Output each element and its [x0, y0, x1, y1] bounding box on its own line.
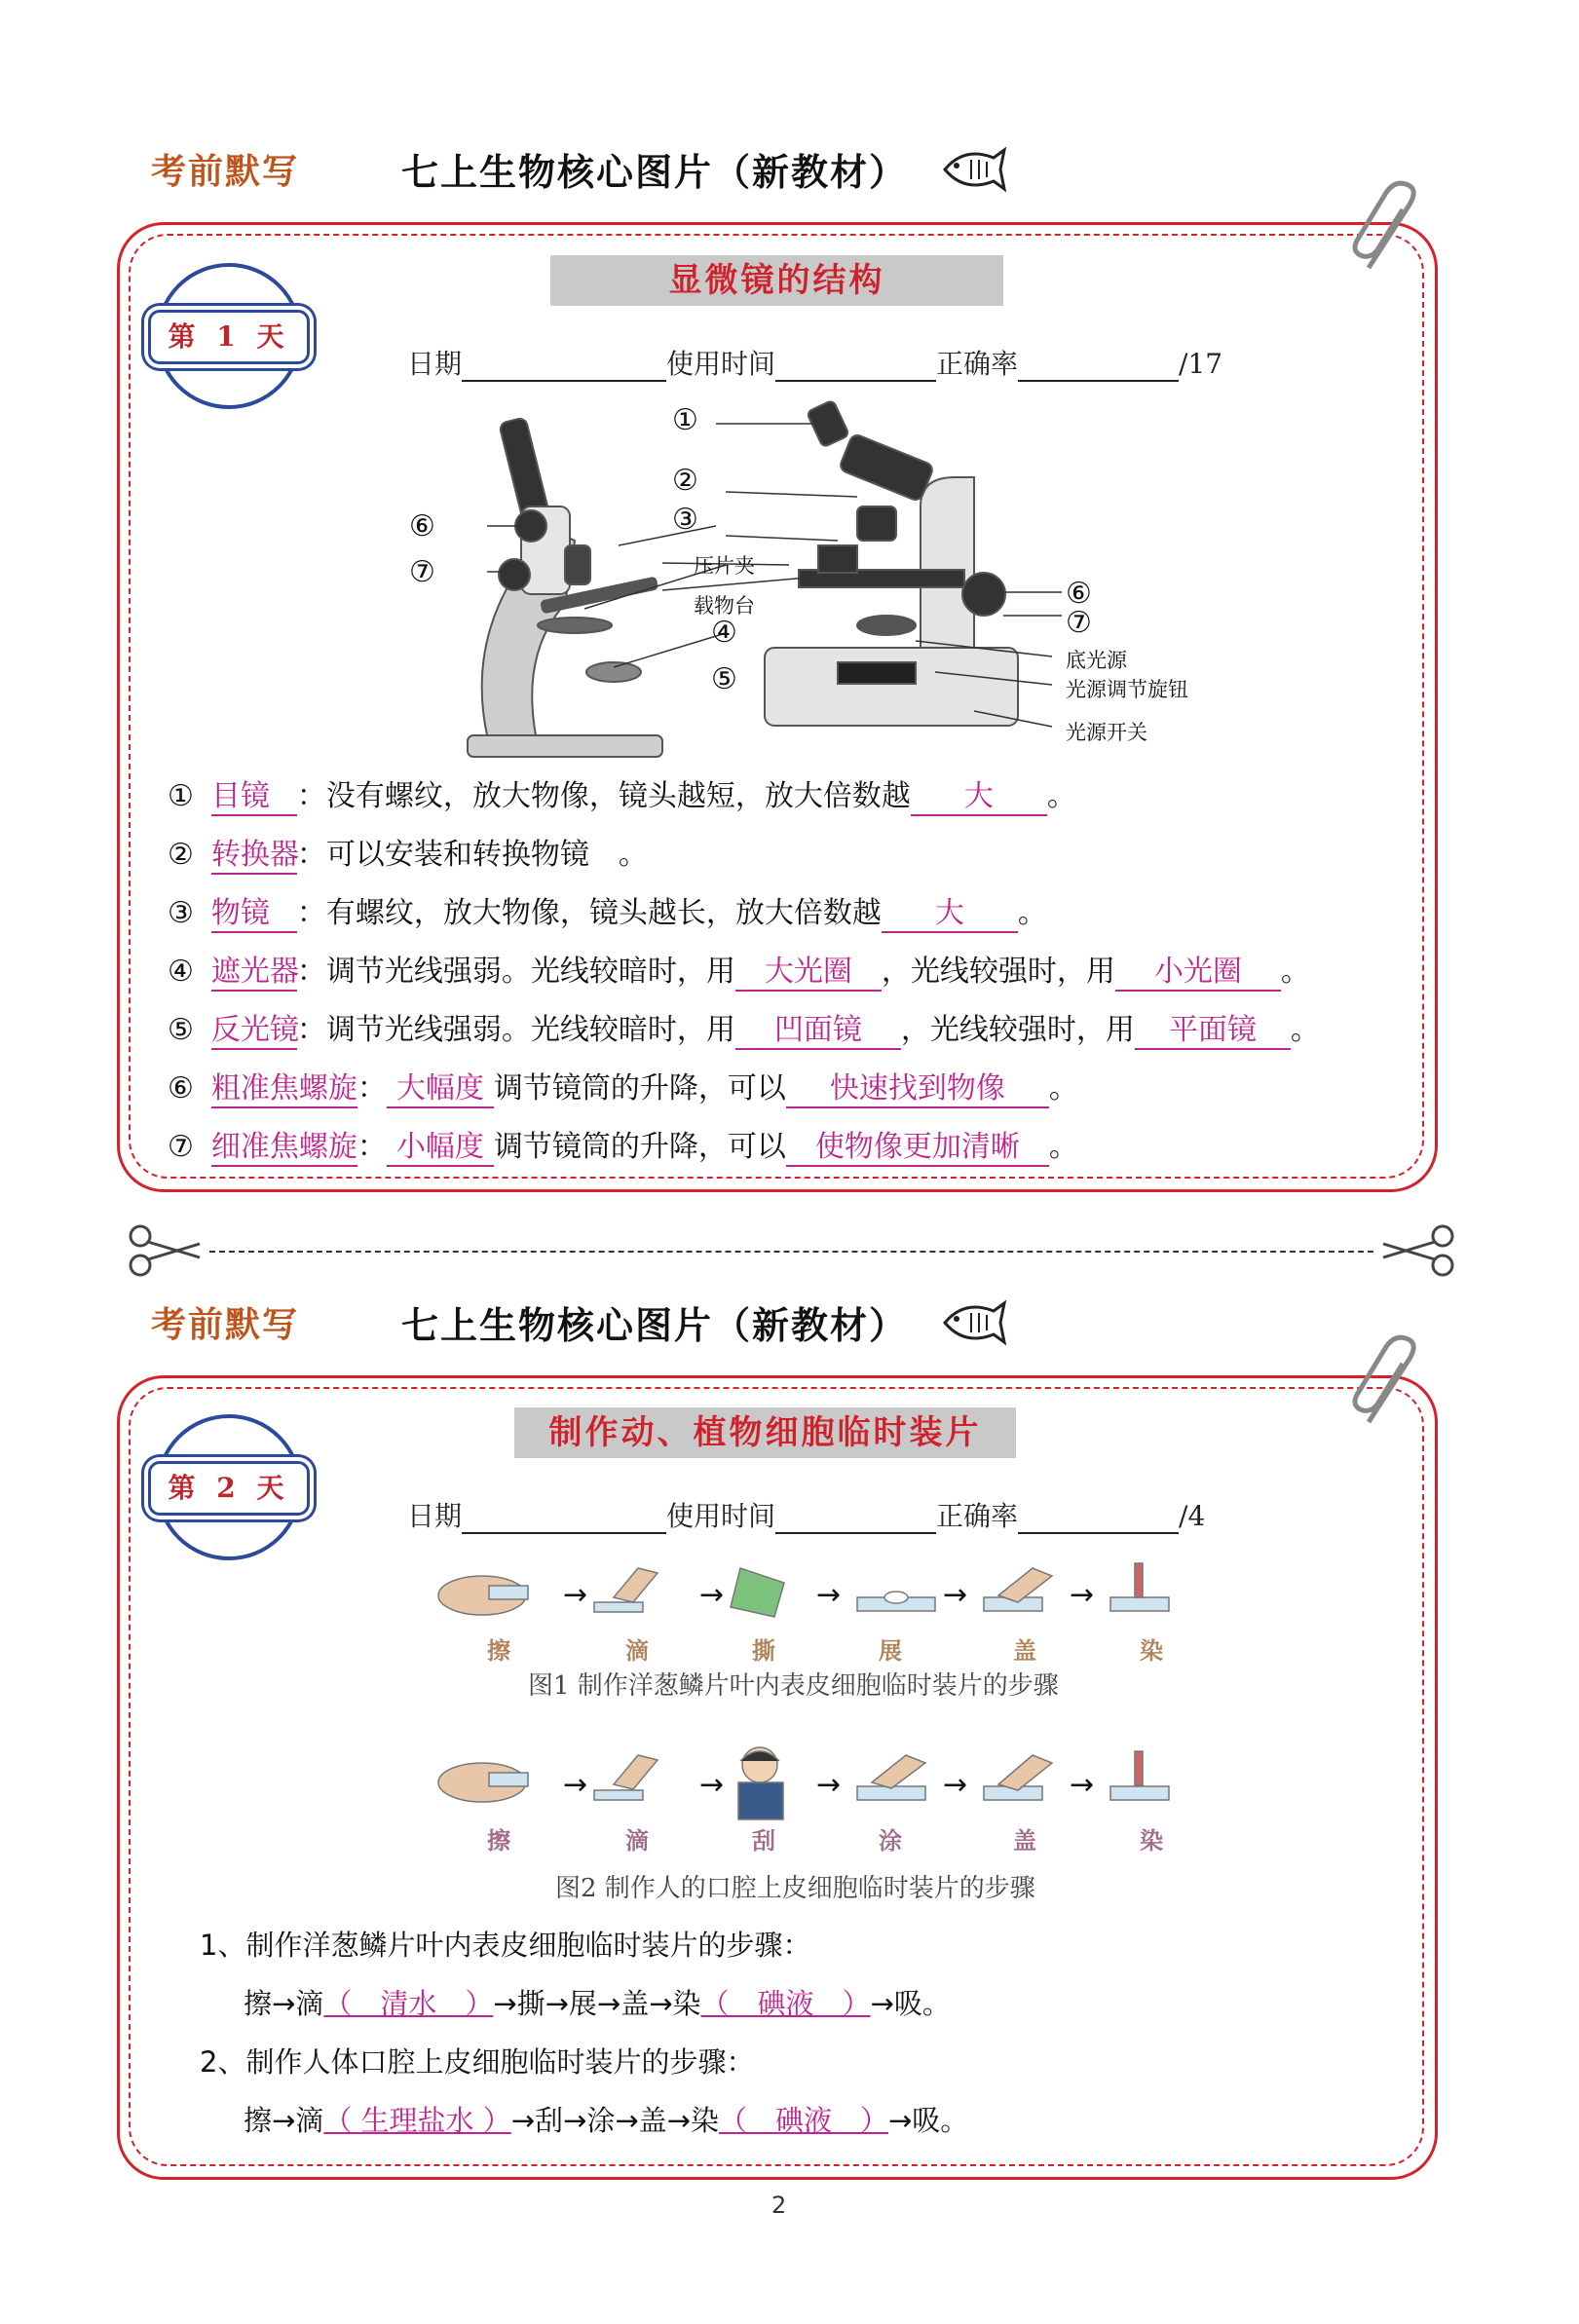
answer-blank: 小幅度 [387, 1122, 494, 1167]
line-text: ：没有螺纹，放大物像，镜头越短，放大倍数越 [296, 779, 911, 813]
answer-blank: 小光圈 [1115, 947, 1281, 992]
section-banner-1: 显微镜的结构 [550, 255, 1003, 306]
line-text: ：调节光线强弱。光线较暗时，用 [296, 955, 735, 989]
fig2-step: 擦 [487, 1826, 510, 1855]
line-text: ：有螺纹，放大物像，镜头越长，放大倍数越 [296, 896, 882, 930]
fig2-step: 刮 [752, 1826, 775, 1855]
fig2-caption: 图2 制作人的口腔上皮细胞临时装片的步骤 [555, 1874, 1035, 1903]
cut-line [209, 1251, 1373, 1253]
answer-blank: 转换器 [211, 830, 297, 875]
fig1-step: 染 [1140, 1636, 1163, 1665]
fig2-step: 涂 [879, 1826, 902, 1855]
diagram-label-kaiguan: 光源开关 [1066, 721, 1147, 744]
answer-blank: 目镜 [211, 771, 297, 816]
line-number: ⑥ [168, 1071, 194, 1106]
answer-blank: 大 [911, 771, 1047, 816]
line-text: 。 [1048, 1071, 1078, 1106]
fill-line-1 [168, 771, 1076, 816]
line-text: ： [357, 1071, 387, 1106]
answer-blank: 粗准焦螺旋 [211, 1064, 357, 1108]
date-field[interactable] [462, 1503, 666, 1534]
line-text: ：调节光线强弱。光线较暗时，用 [296, 1013, 735, 1047]
paperclip-icon [1349, 180, 1427, 278]
line-text: 。 [1017, 896, 1047, 930]
paperclip-icon [1349, 1334, 1427, 1432]
meta-row-1 [407, 343, 1222, 382]
line-number: ⑦ [168, 1130, 194, 1164]
fish-icon [940, 1297, 1008, 1348]
time-field[interactable] [775, 1503, 936, 1534]
day-badge-1: 第 1 天 [148, 310, 310, 364]
fill-line-6 [168, 1064, 1078, 1108]
question-1-title: 1、制作洋葱鳞片叶内表皮细胞临时装片的步骤： [200, 1929, 811, 1962]
line-number: ① [168, 779, 194, 813]
line-text: 擦→滴 [244, 1987, 324, 2020]
time-field[interactable] [775, 351, 936, 382]
line-text: ，光线较强时，用 [900, 1013, 1135, 1047]
question-2-title: 2、制作人体口腔上皮细胞临时装片的步骤： [200, 2045, 755, 2079]
fig1-step: 撕 [752, 1636, 775, 1665]
header-title: 七上生物核心图片（新教材） [401, 150, 909, 194]
page-number: 2 [771, 2192, 787, 2219]
fig2-step: 盖 [1013, 1826, 1036, 1855]
fill-line-4 [168, 947, 1310, 992]
answer-blank: 物镜 [211, 888, 297, 933]
fig2-step: 染 [1140, 1826, 1163, 1855]
time-label: 使用时间 [666, 1500, 776, 1532]
line-number: ⑤ [168, 1013, 194, 1047]
diagram-label-5: ⑤ [711, 662, 737, 696]
section-banner-2: 制作动、植物细胞临时装片 [514, 1407, 1016, 1458]
fish-icon [940, 144, 1008, 195]
answer-blank: 大 [882, 888, 1018, 933]
diagram-label-diguangyuan: 底光源 [1066, 649, 1127, 672]
answer-blank: 使物像更加清晰 [786, 1122, 1049, 1167]
line-text: →吸。 [887, 2104, 969, 2137]
diagram-label-4: ④ [711, 616, 737, 650]
date-label: 日期 [407, 1500, 463, 1532]
accuracy-field[interactable] [1018, 351, 1179, 382]
line-text: 。 [1290, 1013, 1320, 1047]
answer-blank: 反光镜 [211, 1005, 297, 1050]
diagram-label-tiaojie: 光源调节旋钮 [1066, 678, 1188, 701]
left-microscope [468, 417, 662, 757]
total-label: /17 [1179, 348, 1223, 380]
fig1-step: 擦 [487, 1636, 510, 1665]
line-text: ：可以安装和转换物镜 。 [296, 838, 648, 872]
answer-blank: （ 生理盐水 ） [323, 2104, 511, 2137]
fill-line-3 [168, 888, 1047, 933]
accuracy-label: 正确率 [936, 348, 1019, 380]
line-text: ： [357, 1130, 387, 1164]
answer-blank: 遮光器 [211, 947, 297, 992]
answer-blank: 快速找到物像 [786, 1064, 1049, 1108]
fig1-step: 展 [879, 1636, 902, 1665]
line-text: 调节镜筒的升降，可以 [493, 1071, 786, 1106]
line-text: 。 [1048, 1130, 1078, 1164]
diagram-label-zaiwutai: 载物台 [694, 594, 755, 618]
line-number: ② [168, 838, 194, 872]
line-text: 擦→滴 [244, 2104, 324, 2137]
answer-blank: 大幅度 [387, 1064, 494, 1108]
line-number: ④ [168, 955, 194, 989]
diagram-label-6-right: ⑥ [1066, 577, 1092, 611]
meta-row-2 [407, 1495, 1205, 1534]
fig1-step: 滴 [625, 1636, 649, 1665]
fill-line-2 [168, 830, 648, 875]
question-2-answer-line [244, 2099, 968, 2139]
answer-blank: 凹面镜 [735, 1005, 901, 1050]
fig1-step: 盖 [1013, 1636, 1036, 1665]
fig2-step: 滴 [625, 1826, 649, 1855]
diagram-label-2: ② [672, 464, 698, 498]
diagram-label-1: ① [672, 403, 698, 437]
line-text: ，光线较强时，用 [881, 955, 1115, 989]
line-number: ③ [168, 896, 194, 930]
line-text: →吸。 [870, 1987, 951, 2020]
accuracy-field[interactable] [1018, 1503, 1179, 1534]
line-text: →撕→展→盖→染 [493, 1987, 701, 2020]
accuracy-label: 正确率 [936, 1500, 1019, 1532]
header-title-2: 七上生物核心图片（新教材） [401, 1303, 909, 1347]
scissors-icon-left [127, 1222, 205, 1281]
line-text: 。 [1046, 779, 1076, 813]
line-text: 。 [1280, 955, 1310, 989]
line-text: →刮→涂→盖→染 [510, 2104, 719, 2137]
diagram-label-7-right: ⑦ [1066, 606, 1092, 640]
date-label: 日期 [407, 348, 463, 380]
fill-line-7 [168, 1122, 1078, 1167]
header-left-label-2: 考前默写 [151, 1304, 300, 1345]
total-label: /4 [1179, 1500, 1206, 1532]
diagram-label-7-left: ⑦ [409, 555, 435, 589]
header-left-label: 考前默写 [151, 151, 300, 192]
scissors-icon-right [1378, 1222, 1456, 1281]
answer-blank: 大光圈 [735, 947, 882, 992]
date-field[interactable] [462, 351, 666, 382]
answer-blank: （ 碘液 ） [700, 1987, 871, 2020]
time-label: 使用时间 [666, 348, 776, 380]
fig1-caption: 图1 制作洋葱鳞片叶内表皮细胞临时装片的步骤 [528, 1671, 1059, 1701]
question-1-answer-line [244, 1982, 951, 2022]
answer-blank: （ 清水 ） [323, 1987, 494, 2020]
answer-blank: 细准焦螺旋 [211, 1122, 357, 1167]
answer-blank: 平面镜 [1135, 1005, 1291, 1050]
diagram-label-yapianjia: 压片夹 [694, 554, 755, 578]
diagram-label-3: ③ [672, 503, 698, 537]
answer-blank: （ 碘液 ） [718, 2104, 888, 2137]
diagram-label-6-left: ⑥ [409, 509, 435, 544]
fill-line-5 [168, 1005, 1320, 1050]
day-badge-2: 第 2 天 [148, 1461, 310, 1516]
line-text: 调节镜筒的升降，可以 [493, 1130, 786, 1164]
